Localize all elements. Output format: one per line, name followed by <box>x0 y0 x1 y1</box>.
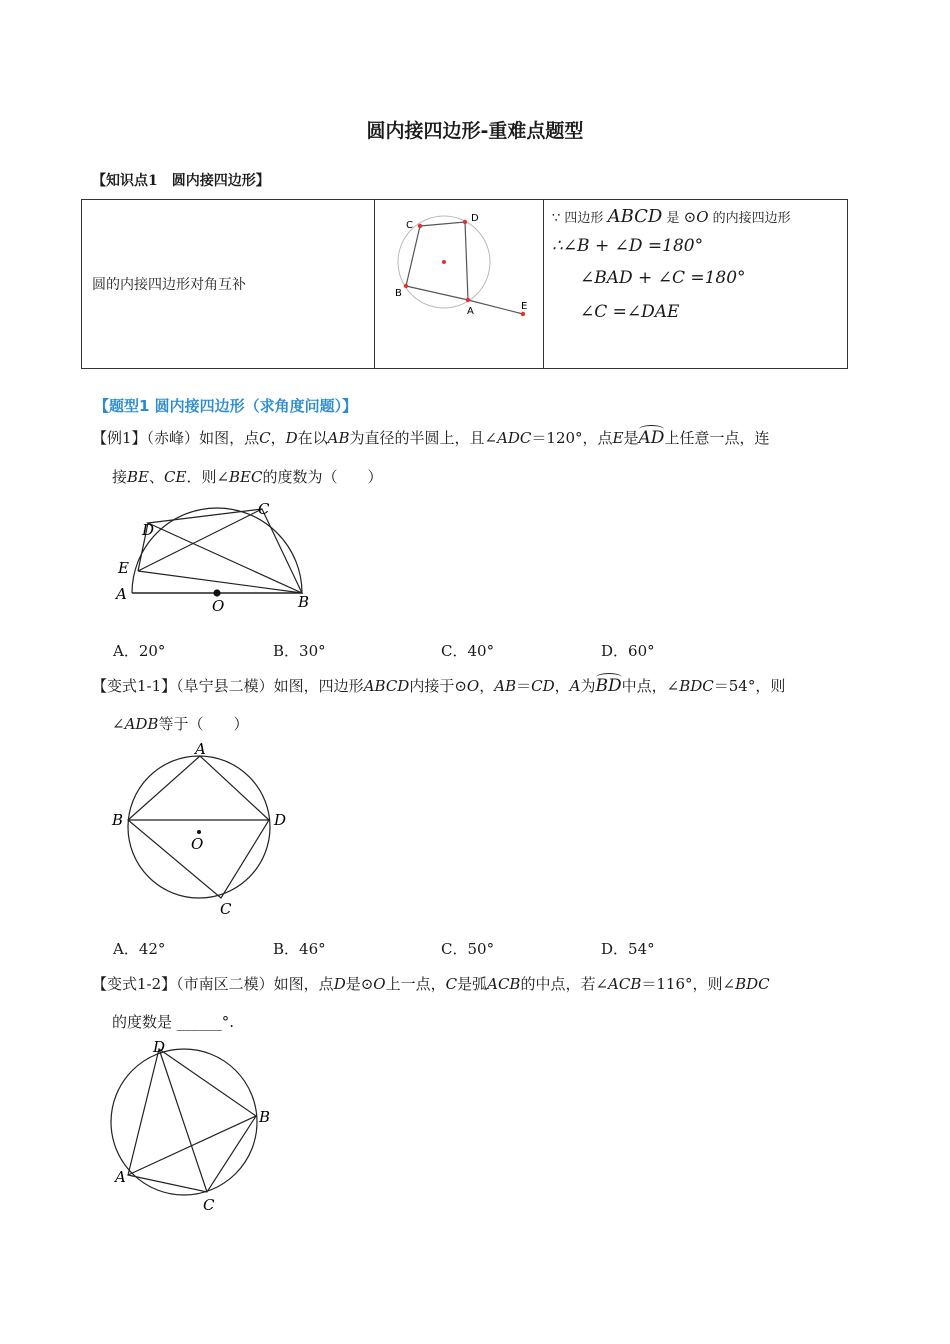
label-e: E <box>521 301 528 312</box>
inscribed-quad-diagram <box>375 200 543 364</box>
fig1-label-c: C <box>258 500 270 518</box>
variant11-line1: 【变式1-1】（阜宁县二模）如图，四边形ABCD内接于⊙O，AB＝CD，A为BD中点，∠BDC＝54°，则 <box>92 676 786 696</box>
variant11-option-c[interactable]: C．50° <box>441 940 495 958</box>
variant12-circle-figure <box>105 1038 280 1218</box>
fig2-label-b: B <box>112 811 124 829</box>
label-d: D <box>471 213 479 224</box>
knowledge-figure-cell <box>375 200 544 369</box>
variant11-option-d[interactable]: D．54° <box>601 940 655 958</box>
variant12-line1: 【变式1-2】（市南区二模）如图，点D是⊙O上一点，C是弧ACB的中点，若∠ACB＝116°，则∠BDC <box>92 975 770 993</box>
type1-header: 【题型1 圆内接四边形（求角度问题）】 <box>94 397 358 415</box>
knowledge-proof-cell <box>544 200 848 369</box>
proof-line-1: ∵ 四边形 ABCD 是 ⊙O 的内接四边形 <box>552 206 791 227</box>
fig3-label-c: C <box>203 1196 215 1214</box>
example1-line2: 接BE、CE．则∠BEC的度数为（ ） <box>112 468 383 486</box>
fig2-label-o: O <box>191 835 204 853</box>
example1-semicircle-figure <box>110 495 325 620</box>
label-c: C <box>406 220 413 231</box>
fig3-label-b: B <box>259 1108 271 1126</box>
example1-option-a[interactable]: A．20° <box>113 642 166 660</box>
fig3-label-d: D <box>153 1038 166 1056</box>
proof-line-3: ∠BAD + ∠C =180° <box>580 268 746 288</box>
knowledge-table <box>81 199 848 369</box>
fig1-label-a: A <box>116 585 127 603</box>
variant11-circle-figure <box>108 740 293 920</box>
fig1-label-b: B <box>298 593 310 611</box>
variant12-line2: 的度数是 ______°. <box>112 1013 235 1031</box>
arc-ad: AD <box>638 428 665 448</box>
fig2-label-d: D <box>274 811 287 829</box>
fig2-label-c: C <box>220 900 232 918</box>
label-a: A <box>467 306 474 317</box>
example1-option-b[interactable]: B．30° <box>273 642 326 660</box>
example1-option-c[interactable]: C．40° <box>441 642 495 660</box>
fig2-label-a: A <box>195 740 206 758</box>
knowledge-header: 【知识点1 圆内接四边形】 <box>92 173 270 189</box>
label-b: B <box>395 288 402 299</box>
knowledge-statement: 圆的内接四边形对角互补 <box>82 200 375 369</box>
page-title: 圆内接四边形-重难点题型 <box>366 120 584 142</box>
variant11-option-b[interactable]: B．46° <box>273 940 326 958</box>
fig3-label-a: A <box>115 1168 126 1186</box>
variant11-line2: ∠ADB等于（ ） <box>112 715 249 733</box>
variant11-option-a[interactable]: A．42° <box>113 940 166 958</box>
fig1-label-o: O <box>212 597 225 615</box>
arc-bd: BD <box>595 676 622 696</box>
example1-option-d[interactable]: D．60° <box>601 642 655 660</box>
example1-line1: 【例1】（赤峰）如图，点C，D在以AB为直径的半圆上，且∠ADC＝120°，点E是AD上任意一点，连 <box>92 428 770 448</box>
fig1-label-e: E <box>118 559 129 577</box>
fig1-label-d: D <box>142 521 155 539</box>
proof-line-2: ∴∠B + ∠D =180° <box>552 236 704 256</box>
proof-line-4: ∠C =∠DAE <box>580 302 680 322</box>
